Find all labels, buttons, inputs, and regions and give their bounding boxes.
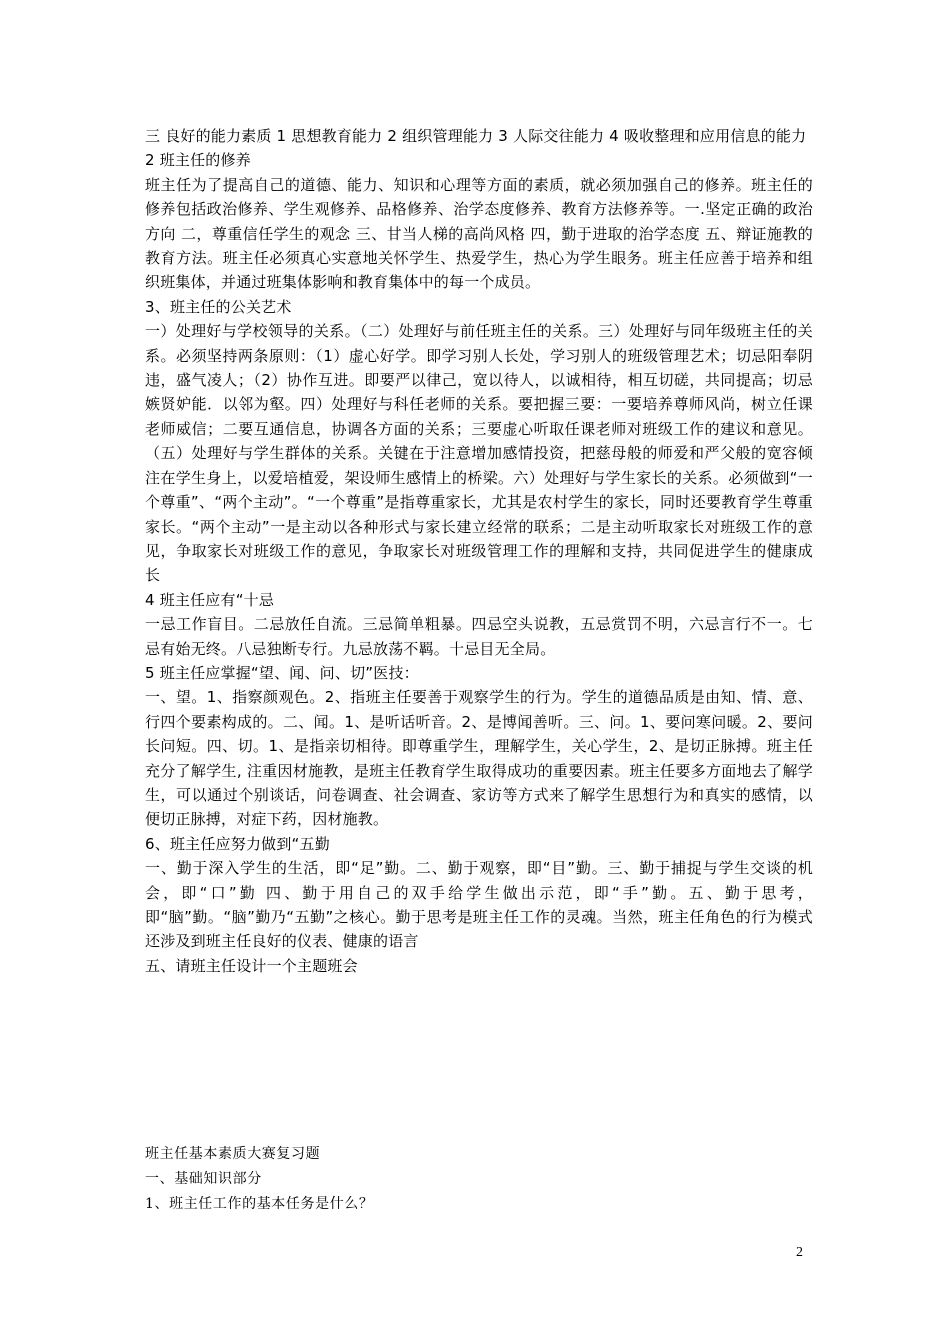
heading-cultivation: 2 班主任的修养 [145, 151, 251, 170]
paragraph-four-methods: 一、望。1、指察颜观色。2、指班主任要善于观察学生的行为。学生的道德品质是由知、情、意、行四个要素构成的。二、闻。1、是听话听音。2、是博闻善听。三、问。1、要问寒问暖。2、要问长问短。四、切。1、是指亲切相待。即尊重学生，理解学生，关心学生，2、是切正脉搏。班主任充分了解学生, 注重因材施教，是班主任教育学生取得成功的重要因素。班主任要多方面地去了解学生，可以通过个别谈话，问卷调查、社会调查、家访等方式来了解学生思想行为和真实的感情，以便切正脉搏，对症下药，因材施教。 [145, 688, 813, 829]
heading-four-methods: 5 班主任应掌握“望、闻、问、切”医技： [145, 663, 419, 682]
paragraph-cultivation: 班主任为了提高自己的道德、能力、知识和心理等方面的素质，就必须加强自己的修养。班主任的修养包括政治修养、学生观修养、品格修养、治学态度修养、教育方法修养等。一.坚定正确的政治方向 二，尊重信任学生的观念 三、甘当人梯的高尚风格 四，勤于进取的治学态度 五、辩证施教的教育方法。班主任必须真心实意地关怀学生、热爱学生，热心为学生眼务。班主任应善于培养和组织班集体，并通过班集体影响和教育集体中的每一个成员。 [145, 175, 813, 292]
paragraph-theme-meeting: 五、请班主任设计一个主题班会 [145, 956, 358, 975]
heading-ten-taboos: 4 班主任应有“十忌 [145, 590, 275, 609]
heading-public-relations: 3、班主任的公关艺术 [145, 297, 292, 316]
paragraph-ten-taboos: 一忌工作盲目。二忌放任自流。三忌简单粗暴。四忌空头说教，五忌赏罚不明，六忌言行不一。七忌有始无终。八忌独断专行。九忌放荡不羁。十忌目无全局。 [145, 615, 813, 658]
review-questions-block [145, 1142, 813, 1217]
document-body [145, 124, 813, 978]
paragraph-five-diligences: 一、勤于深入学生的生活，即“足”勤。二、勤于观察，即“目”勤。三、勤于捕捉与学生交谈的机会，即“口”勤 四、勤于用自己的双手给学生做出示范，即“手”勤。五、勤于思考，即“脑”勤。“脑”勤乃“五勤”之核心。勤于思考是班主任工作的灵魂。当然，班主任角色的行为模式还涉及到班主任良好的仪表、健康的语言 [145, 859, 813, 951]
paragraph-ability-qualities: 三 良好的能力素质 1 思想教育能力 2 组织管理能力 3 人际交往能力 4 吸收整理和应用信息的能力 [145, 127, 807, 145]
page-number: 2 [796, 1245, 803, 1260]
heading-five-diligences: 6、班主任应努力做到“五勤 [145, 834, 330, 853]
review-question: 1、班主任工作的基本任务是什么？ [145, 1196, 374, 1212]
paragraph-public-relations: 一）处理好与学校领导的关系。（二）处理好与前任班主任的关系。三）处理好与同年级班主任的关系。必须坚持两条原则：（1）虚心好学。即学习别人长处，学习别人的班级管理艺术；切忌阳奉阴违，盛气凌人；（2）协作互进。即要严以律己，宽以待人，以诚相待，相互切磋，共同提高；切忌嫉贤妒能．以邻为壑。四）处理好与科任老师的关系。要把握三要：一要培养尊师风尚，树立任课老师威信；二要互通信息，协调各方面的关系；三要虚心听取任课老师对班级工作的建议和意见。（五）处理好与学生群体的关系。关键在于注意增加感情投资，把慈母般的师爱和严父般的宽容倾注在学生身上，以爱培植爱，架设师生感情上的桥梁。六）处理好与学生家长的关系。必须做到“一个尊重”、“两个主动”。“一个尊重”是指尊重家长，尤其是农村学生的家长，同时还要教育学生尊重家长。“两个主动”一是主动以各种形式与家长建立经常的联系；二是主动听取家长对班级工作的意见，争取家长对班级工作的意见，争取家长对班级管理工作的理解和支持，共同促进学生的健康成长 [145, 322, 813, 585]
review-section: 一、基础知识部分 [145, 1171, 262, 1187]
review-title: 班主任基本素质大赛复习题 [145, 1146, 321, 1162]
